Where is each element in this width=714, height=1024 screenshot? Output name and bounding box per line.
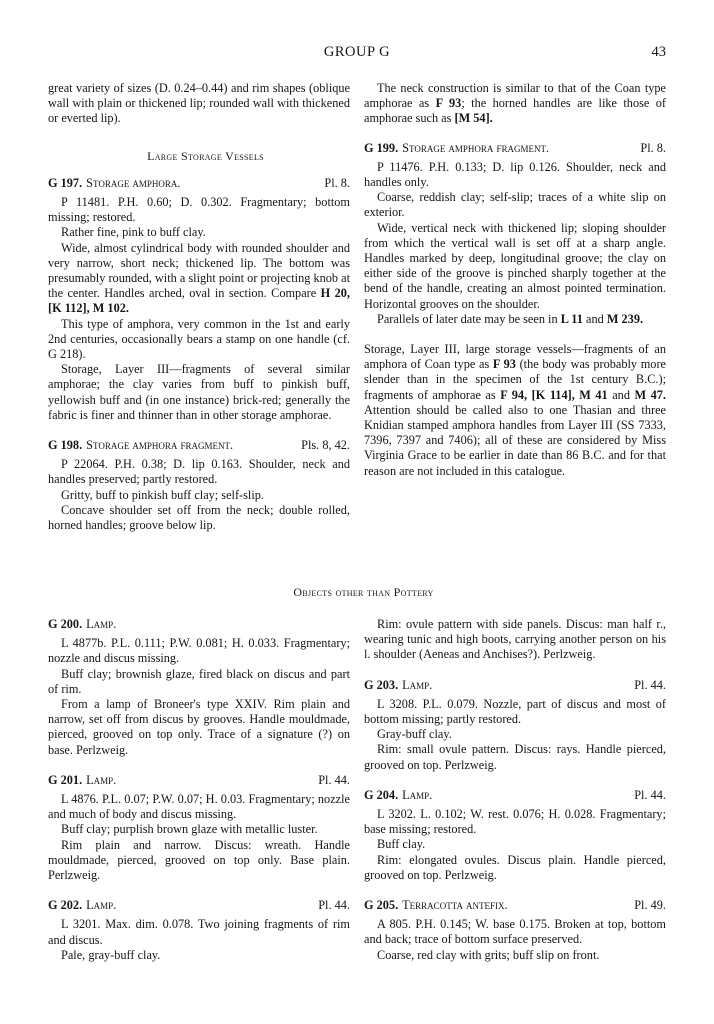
- entry-paragraph: P 11481. P.H. 0.60; D. 0.302. Fragmentary; bottom missing; restored.: [48, 195, 350, 225]
- entry-paragraph: Pale, gray-buff clay.: [61, 947, 161, 962]
- catalogue-number: G 204.: [364, 787, 399, 802]
- entry-paragraph: This type of amphora, very common in the 1st and early 2nd centuries, occasionally bears a stamp on one handle (cf. G 218).: [48, 316, 350, 362]
- entry-paragraph: Rim plain and narrow. Discus: wreath. Handle mouldmade, pierced, grooved on top only. Base plain. Perlzweig.: [48, 837, 350, 883]
- entry-heading-g205: [364, 898, 666, 913]
- entry-heading-g200: [48, 617, 350, 632]
- continued-paragraph: great variety of sizes (D. 0.24–0.44) and rim shapes (oblique wall with plain or thickened lip; rounded wall with thickened or everted lip).: [48, 81, 350, 126]
- continued-paragraph: Rim: ovule pattern with side panels. Discus: man half r., wearing tunic and high boots, carrying another person on his l. shoulder (Aeneas and Anchises?). Perlzweig.: [364, 617, 666, 662]
- section-heading-objects-other-than-pottery: Objects other than Pottery: [293, 585, 434, 599]
- entry-paragraph: Gray-buff clay.: [377, 727, 452, 742]
- entry-paragraph: Parallels of later date may be seen in L 11 and M 239.: [377, 311, 644, 326]
- plate-reference: Pl. 49.: [634, 898, 666, 913]
- entry-paragraph: Coarse, red clay with grits; buff slip on front.: [377, 947, 600, 962]
- plate-reference: Pl. 8.: [640, 140, 666, 155]
- entry-paragraph: Rather fine, pink to buff clay.: [61, 225, 206, 240]
- catalogue-number: G 205.: [364, 898, 399, 913]
- catalogue-number: G 198.: [48, 438, 83, 453]
- entry-title: Storage amphora.: [86, 175, 181, 190]
- entry-paragraph: From a lamp of Broneer's type XXIV. Rim plain and narrow, set off from discus by grooves. Handle mouldmade, pierced, grooved on top only. Trace of a signature (?) on base. Perlzweig.: [48, 697, 350, 757]
- plate-reference: Pl. 44.: [318, 772, 350, 787]
- entry-paragraph: L 3201. Max. dim. 0.078. Two joining fragments of rim and discus.: [48, 917, 350, 947]
- entry-heading-g203: [364, 678, 666, 693]
- entry-heading-g197: [48, 176, 350, 191]
- section-heading-large-storage-vessels: Large Storage Vessels: [147, 148, 264, 163]
- entry-paragraph: P 22064. P.H. 0.38; D. lip 0.163. Shoulder, neck and handles preserved; partly restored.: [48, 457, 350, 487]
- entry-paragraph: A 805. P.H. 0.145; W. base 0.175. Broken at top, bottom and back; trace of bottom surface preserved.: [364, 917, 666, 947]
- entry-paragraph: Gritty, buff to pinkish buff clay; self-slip.: [61, 487, 264, 502]
- entry-paragraph: Buff clay; brownish glaze, fired black on discus and part of rim.: [48, 666, 350, 696]
- entry-heading-g201: [48, 773, 350, 788]
- catalogue-number: G 202.: [48, 898, 83, 913]
- catalogue-number: G 203.: [364, 677, 399, 692]
- continued-paragraph: The neck construction is similar to that of the Coan type amphorae as F 93; the horned handles are like those of amphorae such as [M 54].: [364, 81, 666, 126]
- entry-paragraph: Coarse, reddish clay; self-slip; traces of a white slip on exterior.: [364, 190, 666, 220]
- storage-paragraph: Storage, Layer III, large storage vessels—fragments of an amphora of Coan type as F 93 (the body was probably more slender than in the specimen of the 1st century B.C.); fragments of amphorae as F 94, [K 114], M 41 and M 47. Attention should be called also to one Thasian and three Knidian stamped amphora handles from Layer III (SS 7333, 7396, 7397 and 7406); all of these are considered by Miss Virginia Grace to be earlier in date than 86 B.C. and for that reason are not included in this catalogue.: [364, 342, 666, 478]
- catalogue-number: G 200.: [48, 617, 83, 631]
- entry-title: Lamp.: [402, 787, 433, 802]
- entry-title: Lamp.: [402, 677, 433, 692]
- entry-paragraph: L 3202. L. 0.102; W. rest. 0.076; H. 0.028. Fragmentary; base missing; restored.: [364, 807, 666, 837]
- plate-reference: Pl. 44.: [318, 898, 350, 913]
- entry-title: Storage amphora fragment.: [86, 438, 234, 453]
- section-heading-wrapper: [48, 585, 666, 600]
- plate-reference: Pl. 44.: [634, 677, 666, 692]
- entry-paragraph: Buff clay; purplish brown glaze with metallic luster.: [61, 822, 318, 837]
- page-header: [48, 44, 666, 64]
- running-title: GROUP G: [323, 44, 391, 60]
- entry-paragraph: Rim: elongated ovules. Discus plain. Handle pierced, grooved on top. Perlzweig.: [364, 852, 666, 882]
- entry-heading-g199: [364, 141, 666, 156]
- entry-heading-g202: [48, 898, 350, 913]
- left-column-bottom: [48, 617, 350, 963]
- entry-paragraph: P 11476. P.H. 0.133; D. lip 0.126. Shoulder, neck and handles only.: [364, 159, 666, 190]
- right-column-bottom: [364, 617, 666, 963]
- entry-title: Lamp.: [86, 772, 117, 787]
- entry-paragraph: Storage, Layer III—fragments of several similar amphorae; the clay varies from buff to pinkish buff, yellowish buff and (in one instance) brick-red; generally the fabric is finer and thinner than in other storage amphorae.: [48, 362, 350, 422]
- entry-paragraph: Wide, almost cylindrical body with rounded shoulder and very narrow, short neck; thickened lip. The bottom was presumably rounded, with a slight point or projecting knob at the center. Handles arched, oval in section. Compare H 20, [K 112], M 102.: [48, 240, 350, 316]
- catalogue-number: G 201.: [48, 772, 83, 787]
- entry-title: Lamp.: [86, 617, 117, 631]
- page-number: 43: [651, 44, 666, 60]
- entry-title: Storage amphora fragment.: [402, 140, 550, 155]
- entry-heading-g204: [364, 788, 666, 803]
- entry-heading-g198: [48, 438, 350, 453]
- entry-paragraph: Buff clay.: [377, 837, 426, 852]
- entry-title: Lamp.: [86, 898, 117, 913]
- entry-paragraph: L 3208. P.L. 0.079. Nozzle, part of discus and most of bottom missing; partly restored.: [364, 696, 666, 727]
- catalogue-number: G 199.: [364, 140, 399, 155]
- entry-paragraph: Concave shoulder set off from the neck; double rolled, horned handles; groove below lip.: [48, 502, 350, 533]
- right-column-top: [364, 81, 666, 479]
- plate-reference: Pl. 8.: [324, 175, 350, 190]
- plate-reference: Pls. 8, 42.: [301, 438, 350, 453]
- entry-title: Terracotta antefix.: [402, 898, 508, 913]
- plate-reference: Pl. 44.: [634, 787, 666, 802]
- entry-paragraph: L 4876. P.L. 0.07; P.W. 0.07; H. 0.03. Fragmentary; nozzle and much of body and discus missing.: [48, 792, 350, 822]
- catalogue-number: G 197.: [48, 175, 83, 190]
- entry-paragraph: Wide, vertical neck with thickened lip; sloping shoulder from which the vertical wall is set off at a sharp angle. Handles marked by deep, longitudinal groove; the clay on either side of the groove is pinched sharply together at the bend of the handle, creating an almost pointed termination. Horizontal grooves on the shoulder.: [364, 220, 666, 311]
- entry-paragraph: Rim: small ovule pattern. Discus: rays. Handle pierced, grooved on top. Perlzweig.: [364, 742, 666, 772]
- left-column-top: [48, 81, 350, 533]
- entry-paragraph: L 4877b. P.L. 0.111; P.W. 0.081; H. 0.033. Fragmentary; nozzle and discus missing.: [48, 636, 350, 666]
